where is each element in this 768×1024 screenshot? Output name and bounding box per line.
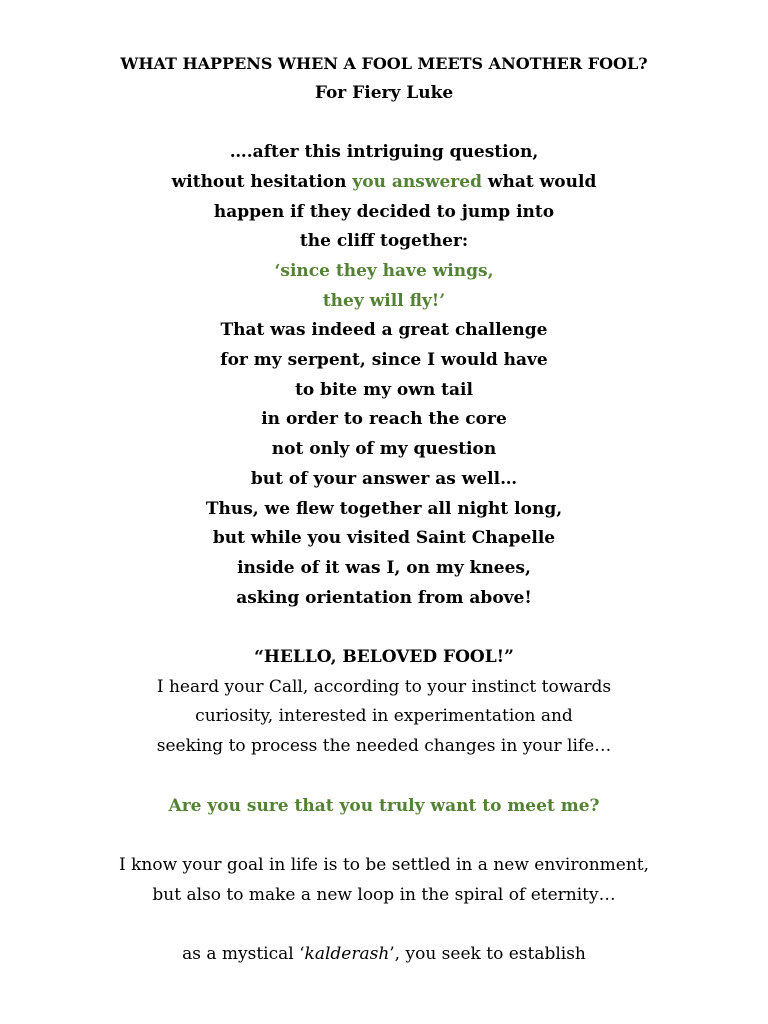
stanza1-line12: but while you visited Saint Chapelle <box>212 528 556 549</box>
dedication: For Fiery Luke <box>314 82 454 103</box>
question-line: Are you sure that you truly want to meet me? <box>168 795 600 816</box>
stanza2-line3: seeking to process the needed changes in your life… <box>156 736 612 757</box>
stanza1-line3: happen if they decided to jump into <box>213 201 555 222</box>
blank-line <box>0 762 768 792</box>
stanza1-line13: inside of it was I, on my knees, <box>237 557 531 578</box>
blank-line <box>0 108 768 138</box>
blank-line <box>0 613 768 643</box>
stanza1-line11: Thus, we flew together all night long, <box>205 498 563 519</box>
stanza1-line2-before: without hesitation <box>171 171 353 192</box>
stanza1-line6: for my serpent, since I would have <box>220 350 548 371</box>
blank-line <box>0 910 768 940</box>
stanza2-line2: curiosity, interested in experimentation and <box>195 706 573 727</box>
blank-line <box>0 821 768 851</box>
stanza4-line1-after: ’, you seek to establish <box>389 944 586 965</box>
stanza1-line8: in order to reach the core <box>261 409 507 430</box>
quote-line2: they will fly!’ <box>322 290 446 311</box>
stanza1-line2 <box>0 168 768 198</box>
stanza1-line4: the cliff together: <box>299 231 469 252</box>
stanza1-line14: asking orientation from above! <box>236 587 532 608</box>
kalderash-word: kalderash <box>304 944 390 965</box>
poem-title: WHAT HAPPENS WHEN A FOOL MEETS ANOTHER FOOL? <box>120 54 648 73</box>
stanza4-line1-before: as a mystical ‘ <box>182 944 305 965</box>
stanza1-line10: but of your answer as well… <box>250 468 518 489</box>
greeting: “HELLO, BELOVED FOOL!” <box>254 647 514 668</box>
quote-line1: ‘since they have wings, <box>274 260 494 281</box>
document-page <box>0 49 768 970</box>
stanza1-line1: ….after this intriguing question, <box>229 142 539 163</box>
stanza1-line2-after: what would <box>481 171 597 192</box>
stanza1-line5: That was indeed a great challenge <box>220 320 548 341</box>
stanza4-line1 <box>0 940 768 970</box>
stanza1-line7: to bite my own tail <box>295 379 473 400</box>
stanza1-line9: not only of my question <box>271 439 497 460</box>
highlight-you-answered: you answered <box>352 171 482 192</box>
stanza3-line2: but also to make a new loop in the spiral of eternity… <box>152 884 616 905</box>
stanza2-line1: I heard your Call, according to your instinct towards <box>156 676 612 697</box>
stanza3-line1: I know your goal in life is to be settled in a new environment, <box>118 854 650 875</box>
